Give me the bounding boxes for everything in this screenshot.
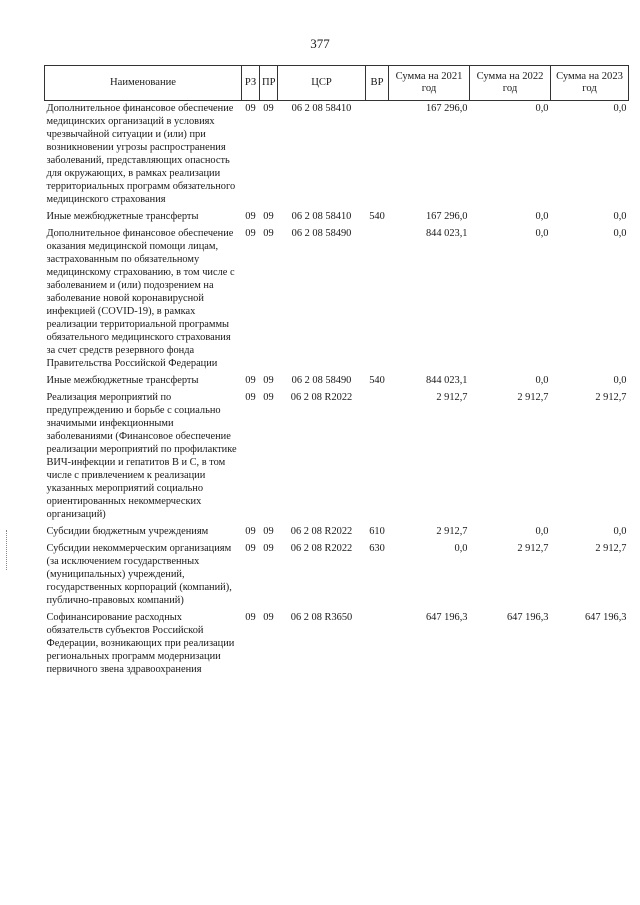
binding-mark bbox=[6, 530, 8, 570]
row-vr bbox=[366, 390, 389, 524]
budget-table bbox=[44, 65, 629, 679]
row-sum-2023: 0,0 bbox=[613, 228, 627, 239]
row-csr: 06 2 08 R2022 bbox=[290, 526, 353, 537]
row-name: Иные межбюджетные трансферты bbox=[46, 375, 199, 386]
row-rz: 09 bbox=[245, 375, 256, 386]
row-name: Софинансирование расходных обязательств субъектов Российской Федерации, возникающих при реализации региональных программ модернизации первичного звена здравоохранения bbox=[46, 612, 235, 675]
row-sum-2023: 2 912,7 bbox=[595, 392, 627, 403]
row-sum-2022: 0,0 bbox=[535, 526, 549, 537]
row-name: Субсидии бюджетным учреждениям bbox=[46, 526, 209, 537]
row-sum-2023: 0,0 bbox=[613, 211, 627, 222]
row-name: Дополнительное финансовое обеспечение оказания медицинской помощи лицам, застрахованным по обязательному медицинскому страхованию, в том числе с заболеванием и (или) подозрением на заболевание новой коронавирусной инфекцией (COVID-19), в рамках реализации территориальной программы обязательного медицинского страхования за счет средств резервного фонда Правительства Российской Федерации bbox=[46, 228, 235, 369]
table-row bbox=[45, 541, 629, 610]
row-sum-2022: 2 912,7 bbox=[517, 392, 549, 403]
row-sum-2022: 647 196,3 bbox=[506, 612, 549, 623]
row-sum-2021: 647 196,3 bbox=[425, 612, 468, 623]
row-sum-2022: 0,0 bbox=[535, 211, 549, 222]
row-pr: 09 bbox=[263, 526, 274, 537]
header-sum-2021: Сумма на 2021 год bbox=[389, 66, 470, 101]
row-name: Реализация мероприятий по предупреждению и борьбе с социально значимыми инфекционными заболеваниями (Финансовое обеспечение реализации мероприятий по профилактике ВИЧ-инфекции и гепатитов В и С, в том числе с привлечением к реализации указанных мероприятий социально ориентированных некоммерческих организаций) bbox=[46, 392, 237, 520]
row-csr: 06 2 08 R2022 bbox=[290, 392, 353, 403]
row-rz: 09 bbox=[245, 612, 256, 623]
table-row bbox=[45, 209, 629, 226]
row-vr bbox=[366, 226, 389, 373]
row-name: Иные межбюджетные трансферты bbox=[46, 211, 199, 222]
row-rz: 09 bbox=[245, 211, 256, 222]
row-pr: 09 bbox=[263, 375, 274, 386]
row-vr bbox=[366, 610, 389, 679]
row-rz: 09 bbox=[245, 103, 256, 114]
table-row bbox=[45, 226, 629, 373]
row-pr: 09 bbox=[263, 612, 274, 623]
row-vr: 540 bbox=[369, 375, 385, 386]
row-sum-2023: 0,0 bbox=[613, 103, 627, 114]
table-row bbox=[45, 101, 629, 210]
row-pr: 09 bbox=[263, 392, 274, 403]
row-csr: 06 2 08 R2022 bbox=[290, 543, 353, 554]
row-pr: 09 bbox=[263, 211, 274, 222]
row-sum-2021: 844 023,1 bbox=[425, 228, 468, 239]
header-csr: ЦСР bbox=[278, 66, 366, 101]
row-sum-2022: 2 912,7 bbox=[517, 543, 549, 554]
row-rz: 09 bbox=[245, 392, 256, 403]
row-sum-2023: 2 912,7 bbox=[595, 543, 627, 554]
header-vr: ВР bbox=[366, 66, 389, 101]
row-rz: 09 bbox=[245, 526, 256, 537]
header-pr: ПР bbox=[260, 66, 278, 101]
row-sum-2022: 0,0 bbox=[535, 375, 549, 386]
page-number: 377 bbox=[310, 36, 330, 51]
row-vr: 630 bbox=[369, 543, 385, 554]
table-row bbox=[45, 610, 629, 679]
row-vr: 610 bbox=[369, 526, 385, 537]
row-sum-2023: 0,0 bbox=[613, 375, 627, 386]
table-row bbox=[45, 524, 629, 541]
row-vr: 540 bbox=[369, 211, 385, 222]
header-rz: РЗ bbox=[242, 66, 260, 101]
row-pr: 09 bbox=[263, 228, 274, 239]
row-name: Дополнительное финансовое обеспечение медицинских организаций в условиях чрезвычайной ситуации и (или) при возникновении угрозы распространения заболеваний, представляющих опасность для окружающих, в рамках реализации территориальных программ обязательного медицинского страхования bbox=[46, 103, 236, 205]
row-pr: 09 bbox=[263, 103, 274, 114]
row-csr: 06 2 08 58410 bbox=[291, 211, 352, 222]
row-vr bbox=[366, 101, 389, 210]
table-row bbox=[45, 373, 629, 390]
row-sum-2021: 0,0 bbox=[454, 543, 468, 554]
header-name: Наименование bbox=[45, 66, 242, 101]
row-pr: 09 bbox=[263, 543, 274, 554]
row-name: Субсидии некоммерческим организациям (за исключением государственных (муниципальных) учреждений, государственных корпораций (компаний), публично-правовых компаний) bbox=[46, 543, 232, 606]
table-header-row bbox=[45, 66, 629, 101]
header-sum-2023: Сумма на 2023 год bbox=[551, 66, 629, 101]
row-sum-2022: 0,0 bbox=[535, 228, 549, 239]
row-csr: 06 2 08 58490 bbox=[291, 228, 352, 239]
row-sum-2021: 167 296,0 bbox=[425, 211, 468, 222]
row-csr: 06 2 08 R3650 bbox=[290, 612, 353, 623]
row-sum-2023: 0,0 bbox=[613, 526, 627, 537]
row-sum-2022: 0,0 bbox=[535, 103, 549, 114]
row-sum-2021: 167 296,0 bbox=[425, 103, 468, 114]
table-row bbox=[45, 390, 629, 524]
row-sum-2021: 2 912,7 bbox=[436, 392, 468, 403]
row-rz: 09 bbox=[245, 543, 256, 554]
row-sum-2021: 844 023,1 bbox=[425, 375, 468, 386]
row-rz: 09 bbox=[245, 228, 256, 239]
row-sum-2021: 2 912,7 bbox=[436, 526, 468, 537]
row-csr: 06 2 08 58410 bbox=[291, 103, 352, 114]
row-sum-2023: 647 196,3 bbox=[584, 612, 627, 623]
row-csr: 06 2 08 58490 bbox=[291, 375, 352, 386]
header-sum-2022: Сумма на 2022 год bbox=[470, 66, 551, 101]
